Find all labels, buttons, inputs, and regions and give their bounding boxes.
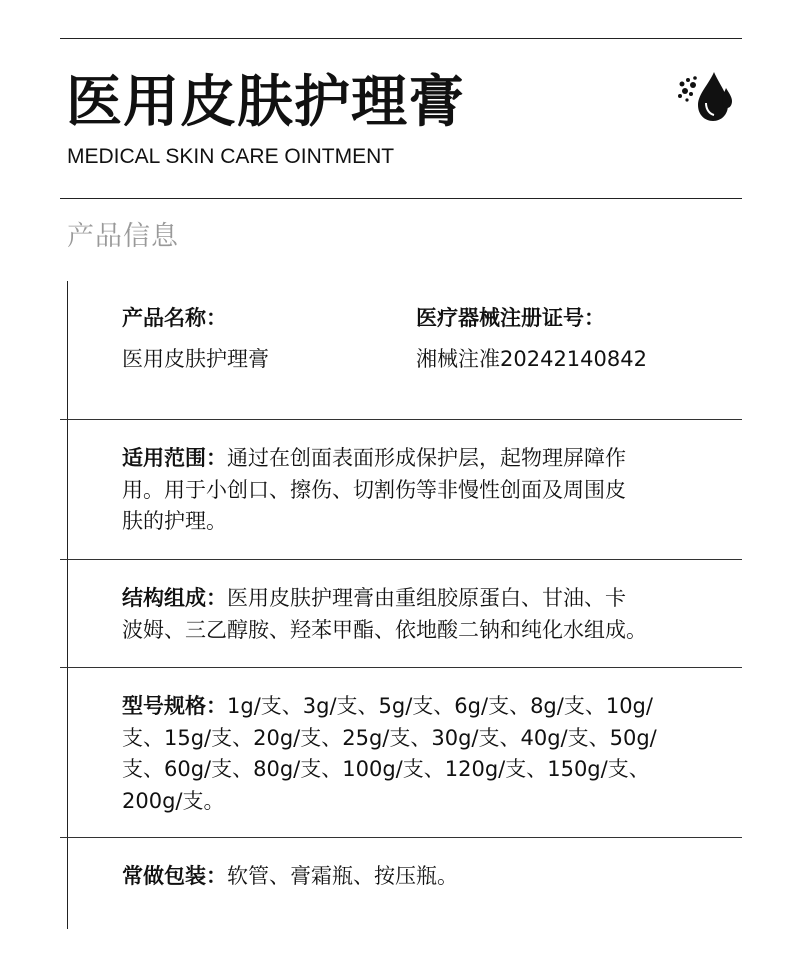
water-drop-icon [676,70,736,122]
section-heading: 产品信息 [67,221,179,252]
row-divider [60,419,742,420]
packaging-text-line: 软管、膏霜瓶、按压瓶。 [227,864,458,888]
specs-label: 型号规格： [122,694,227,718]
page-title: 医用皮肤护理膏 [66,70,465,135]
specs-paragraph [122,691,712,817]
row-divider [60,667,742,668]
product-name-label: 产品名称： [122,306,227,330]
top-divider [60,38,742,39]
scope-text-line: 肤的护理。 [122,509,227,533]
composition-label: 结构组成： [122,586,227,610]
scope-label: 适用范围： [122,446,227,470]
specs-text-line: 1g/支、3g/支、5g/支、6g/支、8g/支、10g/ [227,694,653,718]
row-divider [60,559,742,560]
specs-text-line: 200g/支。 [122,788,225,813]
title-divider [60,198,742,199]
registration-value: 湘械注准20242140842 [416,347,647,371]
specs-text-line: 支、60g/支、80g/支、100g/支、120g/支、150g/支、 [122,757,650,781]
specs-text-line: 支、15g/支、20g/支、25g/支、30g/支、40g/支、50g/ [122,725,657,750]
page-subtitle: MEDICAL SKIN CARE OINTMENT [67,145,395,168]
registration-label: 医疗器械注册证号： [416,306,605,330]
packaging-label: 常做包装： [122,864,227,888]
product-name-value: 医用皮肤护理膏 [122,347,269,371]
row-divider [60,837,742,838]
scope-paragraph [122,443,712,538]
packaging-paragraph [122,861,712,893]
left-vertical-rule [67,281,68,929]
scope-text-line: 用。用于小创口、擦伤、切割伤等非慢性创面及周围皮 [122,477,626,502]
composition-text-line: 波姆、三乙醇胺、羟苯甲酯、依地酸二钠和纯化水组成。 [122,617,647,642]
composition-paragraph [122,583,712,646]
composition-text-line: 医用皮肤护理膏由重组胶原蛋白、甘油、卡 [227,586,626,610]
scope-text-line: 通过在创面表面形成保护层，起物理屏障作 [227,446,626,470]
